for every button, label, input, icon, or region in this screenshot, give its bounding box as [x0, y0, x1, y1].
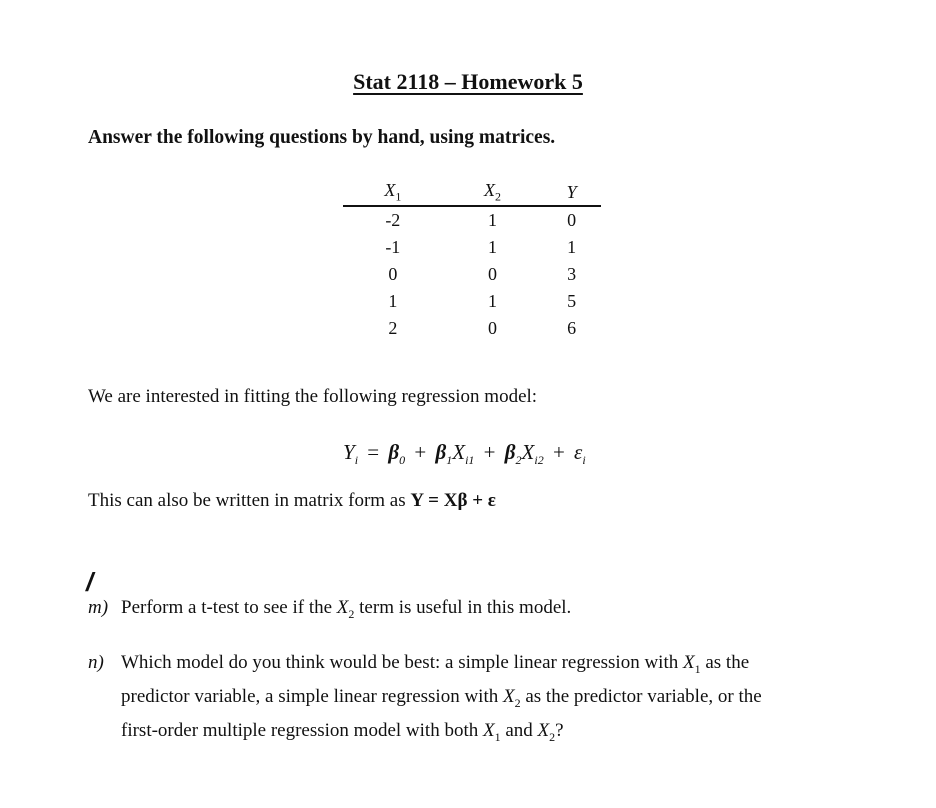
- cell: -2: [385, 209, 401, 230]
- stray-mark: /: [86, 567, 94, 597]
- document-title: Stat 2118 – Homework 5: [353, 69, 583, 94]
- cell: 1: [487, 209, 497, 230]
- regression-equation: $Y_i = \beta_0 + \beta_1X_{i1} + \beta_2X_{i2} + \varepsilon_i$: [343, 440, 586, 468]
- cell: 0: [388, 263, 398, 284]
- cell: 6: [567, 317, 577, 338]
- table-header-row: [343, 180, 601, 206]
- cell: 1: [487, 236, 497, 257]
- cell: 0: [567, 209, 577, 230]
- cell: 3: [567, 263, 577, 284]
- cell: 1: [487, 290, 497, 311]
- table-row: [343, 261, 601, 288]
- data-table: [343, 180, 601, 342]
- cell: 1: [567, 236, 577, 257]
- question-text: Perform a t-test to see if the $X_2$ term is useful in this model.: [121, 597, 572, 621]
- cell: 2: [388, 317, 398, 338]
- table-row: [343, 288, 601, 315]
- cell: 1: [388, 290, 398, 311]
- table-row: [343, 206, 601, 234]
- table-row: [343, 315, 601, 342]
- question-label: m): [88, 597, 109, 618]
- cell: 0: [487, 263, 497, 284]
- matrix-form: Y = Xβ + ε: [410, 490, 496, 511]
- header-y: Y: [542, 180, 601, 206]
- question-label: n): [88, 652, 104, 673]
- header-x1: $X_1$: [343, 180, 443, 206]
- model-intro: We are interested in fitting the following regression model:: [88, 386, 538, 407]
- cell: 5: [567, 290, 577, 311]
- table-row: [343, 234, 601, 261]
- cell: 0: [487, 317, 497, 338]
- header-x2: $X_2$: [443, 180, 543, 206]
- instructions: Answer the following questions by hand, using matrices.: [88, 127, 556, 148]
- matrix-form-sentence: This can also be written in matrix form as Y = Xβ + ε: [88, 490, 496, 511]
- question-text: Which model do you think would be best: a simple linear regression with $X_1$ as the predictor variable, a simple linear regression with $X_2$ as the predictor variable, or the first-order multiple regression model with both $X_1$ and $X_2$?: [121, 652, 762, 744]
- cell: -1: [385, 236, 401, 257]
